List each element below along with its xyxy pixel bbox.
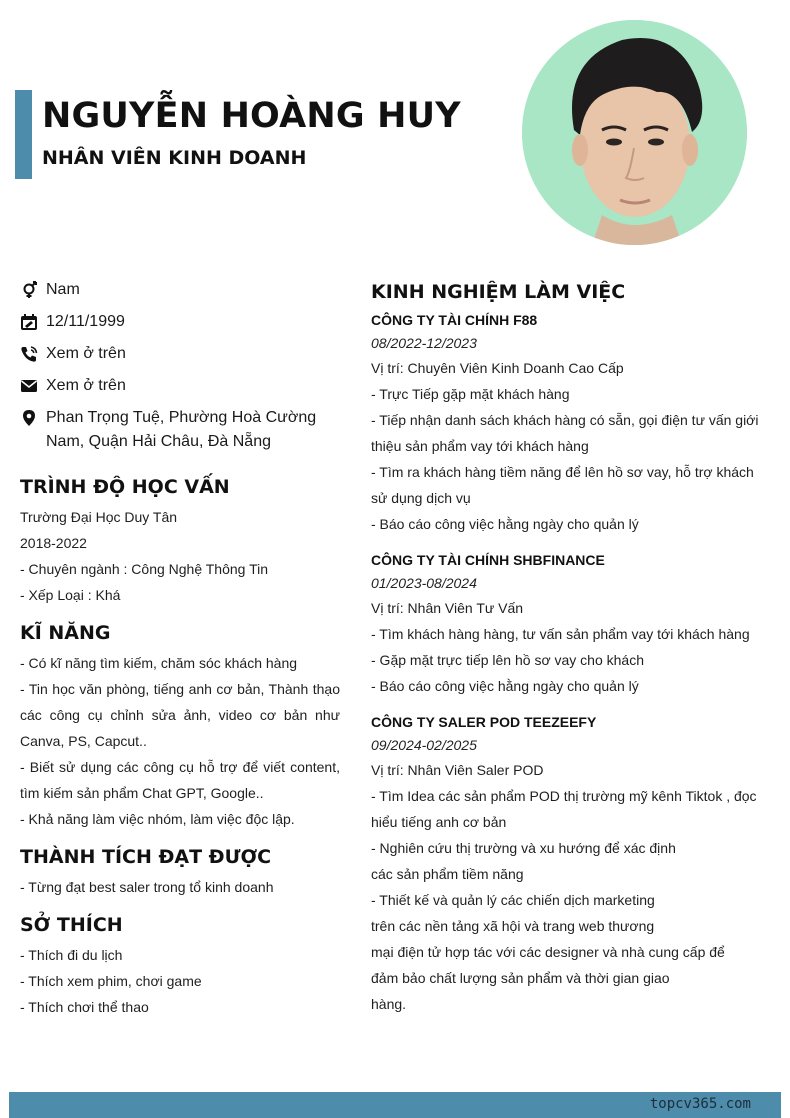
footer-watermark: topcv365.com bbox=[649, 1096, 751, 1112]
header-accent-bar bbox=[15, 90, 32, 179]
calendar-icon bbox=[20, 313, 38, 331]
contact-birthday-value: 12/11/1999 bbox=[46, 313, 125, 330]
skill-item: - Có kĩ năng tìm kiếm, chăm sóc khách hàng bbox=[20, 655, 298, 671]
contact-email-value: Xem ở trên bbox=[46, 377, 126, 394]
envelope-icon bbox=[20, 377, 38, 395]
job-period: 09/2024-02/2025 bbox=[371, 737, 477, 753]
job-duty: - Báo cáo công việc hằng ngày cho quản lý bbox=[371, 516, 639, 532]
education-line: - Chuyên ngành : Công Nghệ Thông Tin bbox=[20, 561, 269, 577]
job-duty: - Tìm Idea các sản phẩm POD thị trường mỹ kênh Tiktok , đọc hiểu tiếng anh cơ bản bbox=[371, 788, 757, 830]
job-entry bbox=[371, 711, 761, 1017]
job-position: Vị trí: Nhân Viên Tư Vấn bbox=[371, 600, 524, 616]
job-entry bbox=[371, 309, 761, 537]
skill-item: - Biết sử dụng các công cụ hỗ trợ để viết content, tìm kiếm sản phẩm Chat GPT, Google.. bbox=[20, 759, 340, 801]
job-duty: - Trực Tiếp gặp mặt khách hàng bbox=[371, 386, 570, 402]
contact-address bbox=[20, 406, 340, 454]
job-position: Vị trí: Nhân Viên Saler POD bbox=[371, 762, 544, 778]
job-duty: mại điện tử hợp tác với các designer và nhà cung cấp để bbox=[371, 944, 725, 960]
job-period: 08/2022-12/2023 bbox=[371, 335, 477, 351]
hobby-item: - Thích đi du lịch bbox=[20, 947, 123, 963]
education-line: - Xếp Loại : Khá bbox=[20, 587, 121, 603]
contact-email bbox=[20, 374, 340, 398]
job-duty: các sản phẩm tiềm năng bbox=[371, 866, 524, 882]
job-company: CÔNG TY SALER POD TEEZEEFY bbox=[371, 714, 597, 730]
candidate-name: NGUYỄN HOÀNG HUY bbox=[42, 96, 461, 136]
skills-title: KĨ NĂNG bbox=[20, 622, 111, 644]
contact-address-value: Phan Trọng Tuệ, Phường Hoà Cường Nam, Quận Hải Châu, Đà Nẵng bbox=[46, 409, 317, 450]
phone-icon bbox=[20, 345, 38, 363]
contact-birthday bbox=[20, 310, 340, 334]
job-duty: - Gặp mặt trực tiếp lên hồ sơ vay cho khách bbox=[371, 652, 645, 668]
left-column bbox=[20, 278, 340, 1020]
education-line: Trường Đại Học Duy Tân bbox=[20, 509, 178, 525]
profile-photo bbox=[522, 20, 747, 245]
job-duty: hàng. bbox=[371, 996, 407, 1012]
job-duty: - Nghiên cứu thị trường và xu hướng để xác định bbox=[371, 840, 676, 856]
job-position: Vị trí: Chuyên Viên Kinh Doanh Cao Cấp bbox=[371, 360, 624, 376]
hobbies-title: SỞ THÍCH bbox=[20, 914, 123, 936]
candidate-job-title: NHÂN VIÊN KINH DOANH bbox=[42, 147, 307, 169]
hobby-item: - Thích xem phim, chơi game bbox=[20, 973, 202, 989]
job-duty: trên các nền tảng xã hội và trang web thương bbox=[371, 918, 655, 934]
achievements-title: THÀNH TÍCH ĐẠT ĐƯỢC bbox=[20, 846, 272, 868]
footer-bar bbox=[9, 1092, 781, 1118]
contact-gender-value: Nam bbox=[46, 281, 80, 298]
job-period: 01/2023-08/2024 bbox=[371, 575, 477, 591]
achievement-item: - Từng đạt best saler trong tổ kinh doanh bbox=[20, 879, 274, 895]
skill-item: - Khả năng làm việc nhóm, làm việc độc lập. bbox=[20, 811, 295, 827]
job-entry bbox=[371, 549, 761, 699]
contact-phone-value: Xem ở trên bbox=[46, 345, 126, 362]
skill-item: - Tin học văn phòng, tiếng anh cơ bản, Thành thạo các công cụ chỉnh sửa ảnh, video cơ bản như Canva, PS, Capcut.. bbox=[20, 681, 340, 749]
job-duty: - Tìm ra khách hàng tiềm năng để lên hồ sơ vay, hỗ trợ khách sử dụng dịch vụ bbox=[371, 464, 754, 506]
location-pin-icon bbox=[20, 409, 38, 427]
job-duty: - Thiết kế và quản lý các chiến dịch marketing bbox=[371, 892, 655, 908]
education-title: TRÌNH ĐỘ HỌC VẤN bbox=[20, 476, 230, 498]
job-duty: - Tìm khách hàng hàng, tư vấn sản phẩm vay tới khách hàng bbox=[371, 626, 750, 642]
job-duty: - Tiếp nhận danh sách khách hàng có sẵn, gọi điện tư vấn giới thiệu sản phẩm vay tới khách hàng bbox=[371, 412, 759, 454]
contact-gender bbox=[20, 278, 340, 302]
right-column bbox=[371, 281, 761, 1017]
experience-title: KINH NGHIỆM LÀM VIỆC bbox=[371, 281, 626, 303]
job-duty: - Báo cáo công việc hằng ngày cho quản lý bbox=[371, 678, 639, 694]
contact-phone bbox=[20, 342, 340, 366]
job-duty: đảm bảo chất lượng sản phẩm và thời gian giao bbox=[371, 970, 670, 986]
job-company: CÔNG TY TÀI CHÍNH SHBFINANCE bbox=[371, 552, 605, 568]
job-company: CÔNG TY TÀI CHÍNH F88 bbox=[371, 312, 538, 328]
gender-icon bbox=[20, 281, 38, 299]
education-line: 2018-2022 bbox=[20, 535, 87, 551]
hobby-item: - Thích chơi thể thao bbox=[20, 999, 149, 1015]
